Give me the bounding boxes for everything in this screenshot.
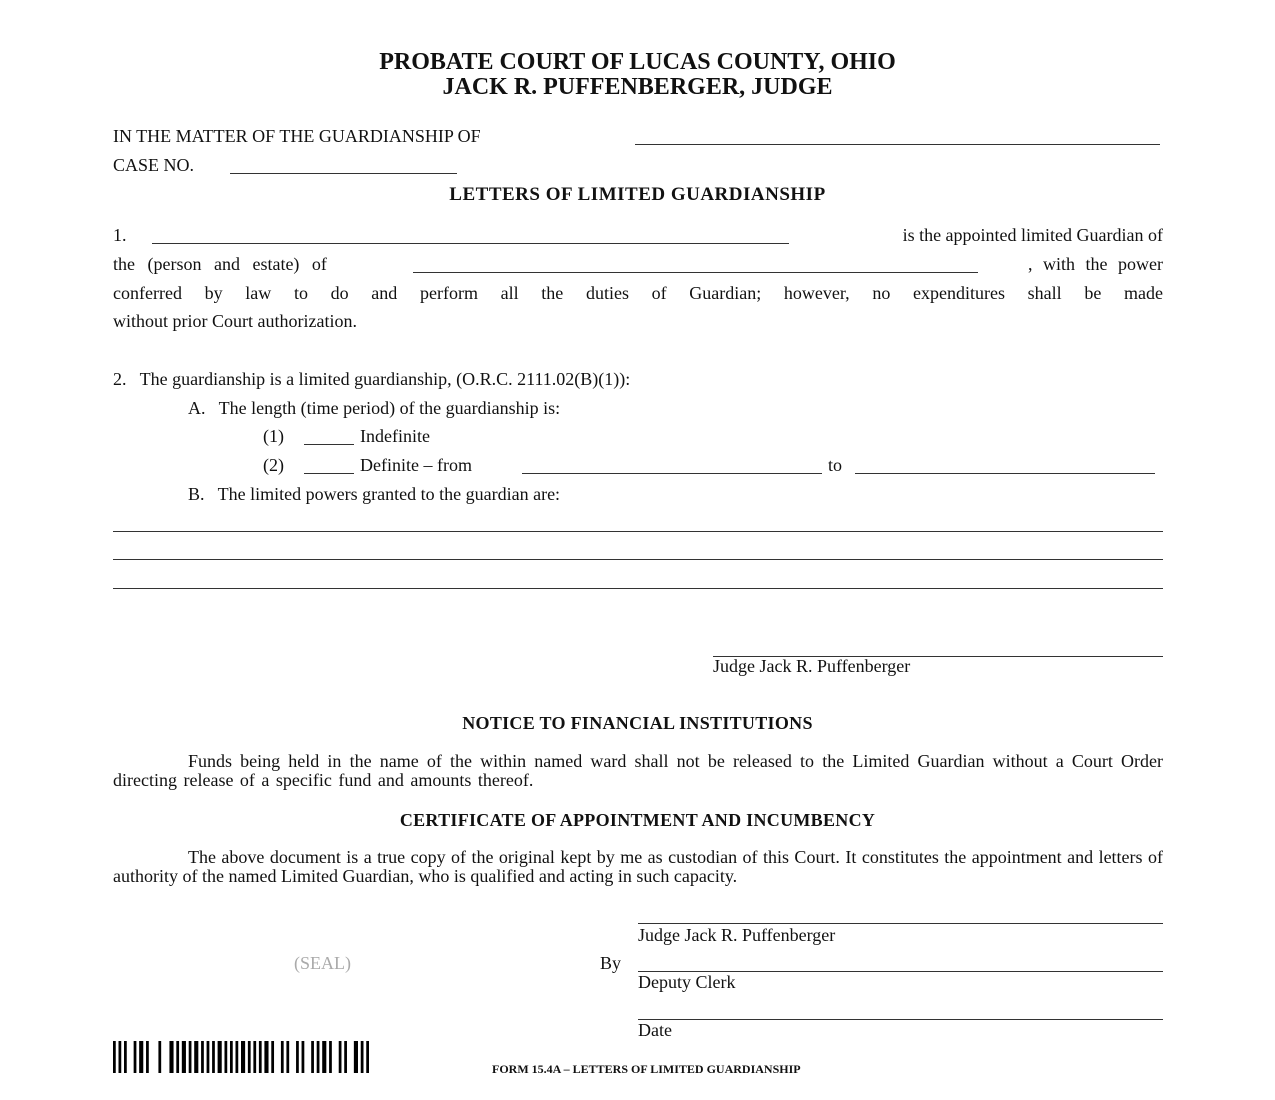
barcode-bar bbox=[241, 1041, 245, 1073]
cert-judge-label: Judge Jack R. Puffenberger bbox=[638, 925, 836, 945]
notice-title: NOTICE TO FINANCIAL INSTITUTIONS bbox=[462, 713, 813, 733]
para1-text: without prior Court authorization. bbox=[113, 311, 357, 331]
notice-text: Funds being held in the name of the within named ward shall not be released to the Limited Guardian without a Court Order directing release of a specific fund and amounts thereof. bbox=[113, 751, 1163, 790]
barcode-bar bbox=[146, 1041, 149, 1073]
case-label: CASE NO. bbox=[113, 155, 195, 175]
judge-signature-label: Judge Jack R. Puffenberger bbox=[713, 656, 911, 676]
para2-b: B. The limited powers granted to the guardian are: bbox=[188, 484, 561, 504]
para1-text: the (person and estate) of bbox=[113, 254, 327, 274]
guardian-name-blank[interactable] bbox=[152, 243, 789, 244]
to-date-blank[interactable] bbox=[855, 473, 1155, 474]
barcode-bar bbox=[176, 1041, 179, 1073]
case-number-blank[interactable] bbox=[230, 173, 457, 174]
option2-label: Definite – from bbox=[360, 455, 472, 475]
barcode-bar bbox=[194, 1041, 198, 1073]
barcode-bar bbox=[230, 1041, 233, 1073]
barcode-bar bbox=[218, 1041, 222, 1073]
para1-number: 1. bbox=[113, 225, 127, 245]
powers-line-2[interactable] bbox=[113, 559, 1163, 560]
barcode-bar bbox=[281, 1041, 284, 1073]
barcode-bar bbox=[296, 1041, 299, 1073]
definite-check-blank[interactable] bbox=[304, 473, 354, 474]
powers-line-3[interactable] bbox=[113, 588, 1163, 589]
indefinite-check-blank[interactable] bbox=[304, 444, 354, 445]
deputy-clerk-label: Deputy Clerk bbox=[638, 972, 736, 992]
para2-intro: 2. The guardianship is a limited guardianship, (O.R.C. 2111.02(B)(1)): bbox=[113, 369, 631, 389]
judge-title: JACK R. PUFFENBERGER, JUDGE bbox=[442, 74, 833, 100]
barcode-bar bbox=[124, 1041, 127, 1073]
barcode-bar bbox=[311, 1041, 314, 1073]
from-date-blank[interactable] bbox=[522, 473, 822, 474]
option1-number: (1) bbox=[263, 426, 284, 446]
date-line[interactable] bbox=[638, 1019, 1163, 1020]
barcode-bar bbox=[329, 1041, 332, 1073]
to-label: to bbox=[828, 455, 843, 475]
barcode-bar bbox=[139, 1041, 143, 1073]
barcode-bar bbox=[302, 1041, 305, 1073]
barcode-bar bbox=[119, 1041, 122, 1073]
barcode-bar bbox=[322, 1041, 326, 1073]
barcode-bar bbox=[207, 1041, 210, 1073]
seal-placeholder: (SEAL) bbox=[294, 953, 351, 973]
barcode-bar bbox=[158, 1041, 161, 1073]
cert-judge-signature-line[interactable] bbox=[638, 923, 1163, 924]
barcode-bar bbox=[248, 1041, 251, 1073]
para1-text: , with the power bbox=[1028, 254, 1163, 274]
barcode-bar bbox=[344, 1041, 347, 1073]
barcode-bar bbox=[201, 1041, 204, 1073]
barcode-bar bbox=[259, 1041, 262, 1073]
barcode-bar bbox=[182, 1041, 186, 1073]
cert-title: CERTIFICATE OF APPOINTMENT AND INCUMBENCY bbox=[399, 810, 876, 830]
barcode-bar bbox=[366, 1041, 369, 1073]
barcode bbox=[113, 1041, 369, 1073]
ward-name-blank[interactable] bbox=[635, 144, 1160, 145]
date-label: Date bbox=[638, 1020, 672, 1040]
form-footer: FORM 15.4A – LETTERS OF LIMITED GUARDIANSHIP bbox=[492, 1062, 801, 1076]
para2-a: A. The length (time period) of the guardianship is: bbox=[188, 398, 561, 418]
barcode-bar bbox=[169, 1041, 173, 1073]
ward-name-blank-2[interactable] bbox=[413, 272, 978, 273]
barcode-bar bbox=[113, 1041, 116, 1073]
para1-text: is the appointed limited Guardian of bbox=[902, 225, 1163, 245]
matter-label: IN THE MATTER OF THE GUARDIANSHIP OF bbox=[113, 126, 481, 146]
barcode-bar bbox=[354, 1041, 358, 1073]
barcode-bar bbox=[271, 1041, 274, 1073]
barcode-bar bbox=[134, 1041, 137, 1073]
barcode-bar bbox=[264, 1041, 268, 1073]
barcode-bar bbox=[339, 1041, 342, 1073]
cert-text: The above document is a true copy of the original kept by me as custodian of this Court. It constitutes the appointment and letters of authority of the named Limited Guardian, who is qualified and acting in such capacity. bbox=[113, 847, 1163, 886]
barcode-bar bbox=[317, 1041, 320, 1073]
barcode-bar bbox=[212, 1041, 215, 1073]
barcode-bar bbox=[189, 1041, 192, 1073]
barcode-bar bbox=[253, 1041, 256, 1073]
barcode-bar bbox=[286, 1041, 289, 1073]
barcode-bar bbox=[361, 1041, 364, 1073]
para1-text: conferred by law to do and perform all the duties of Guardian; however, no expenditures shall be made bbox=[113, 283, 1163, 303]
option1-label: Indefinite bbox=[360, 426, 430, 446]
barcode-bar bbox=[224, 1041, 227, 1073]
by-label: By bbox=[600, 953, 622, 973]
powers-line-1[interactable] bbox=[113, 531, 1163, 532]
barcode-bar bbox=[235, 1041, 238, 1073]
form-title: LETTERS OF LIMITED GUARDIANSHIP bbox=[449, 184, 826, 205]
option2-number: (2) bbox=[263, 455, 284, 475]
court-title: PROBATE COURT OF LUCAS COUNTY, OHIO bbox=[379, 49, 896, 75]
